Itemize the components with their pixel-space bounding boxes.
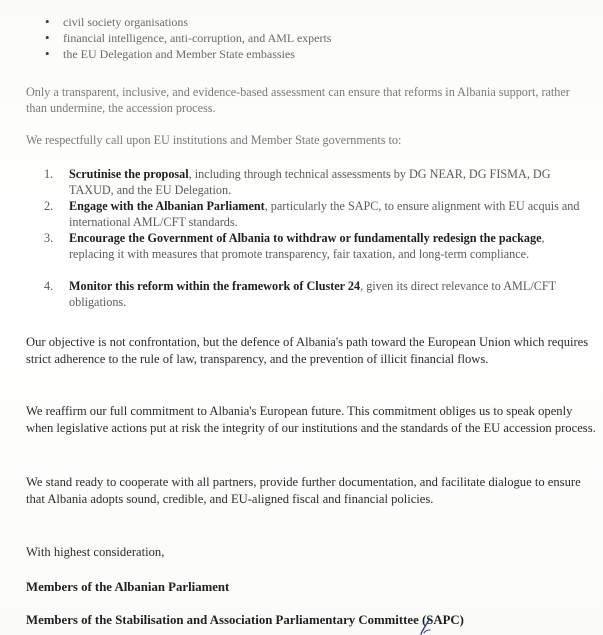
request-rest: , including through technical assessments by DG NEAR, DG FISMA, DG TAXUD, and the EU Delegation.: [69, 167, 551, 197]
bullet-icon: •: [45, 30, 50, 45]
requests-list: [44, 166, 584, 310]
signature-mark-icon: [418, 618, 432, 635]
request-item: [44, 230, 584, 278]
request-number: 3.: [44, 231, 54, 245]
request-bold: Monitor this reform within the framework of Cluster 24: [69, 279, 361, 293]
bullet-text: civil society organisations: [63, 15, 189, 29]
bullet-text: the EU Delegation and Member State embassies: [63, 47, 295, 61]
request-bold: Engage with the Albanian Parliament: [69, 199, 265, 213]
recipient-bullet-list: [45, 14, 331, 62]
signatory-parliament: Members of the Albanian Parliament: [26, 580, 230, 594]
bullet-icon: •: [45, 46, 50, 61]
request-item: [44, 166, 584, 198]
request-rest: , particularly the SAPC, to ensure alignment with EU acquis and international AML/CFT standards.: [69, 199, 580, 229]
request-number: 4.: [44, 279, 54, 293]
request-item: [44, 278, 584, 310]
bullet-item: [45, 30, 331, 46]
transparency-paragraph: Only a transparent, inclusive, and evidence-based assessment can ensure that reforms in Albania support, rather than undermine, the accession process.: [26, 85, 570, 115]
call-upon-paragraph: We respectfully call upon EU institutions and Member State governments to:: [26, 133, 402, 147]
bullet-text: financial intelligence, anti-corruption, and AML experts: [63, 31, 332, 45]
bullet-item: [45, 46, 331, 62]
cooperate-paragraph: We stand ready to cooperate with all partners, provide further documentation, and facilitate dialogue to ensure that Albania adopts sound, credible, and EU-aligned fiscal and financial policies.: [26, 475, 581, 506]
request-bold: Scrutinise the proposal: [69, 167, 189, 181]
signatory-sapc: Members of the Stabilisation and Association Parliamentary Committee (SAPC): [26, 613, 464, 627]
reaffirm-paragraph: We reaffirm our full commitment to Albania's European future. This commitment obliges us to speak openly when legislative actions put at risk the integrity of our institutions and the standards of the EU accession process.: [26, 404, 596, 435]
closing-salutation: With highest consideration,: [26, 545, 165, 559]
bullet-icon: •: [45, 14, 50, 29]
request-number: 1.: [44, 167, 54, 181]
objective-paragraph: Our objective is not confrontation, but the defence of Albania's path toward the European Union which requires strict adherence to the rule of law, transparency, and the prevention of illicit financial flows.: [26, 335, 589, 366]
bullet-item: [45, 14, 331, 30]
request-number: 2.: [44, 199, 54, 213]
request-rest: , given its direct relevance to AML/CFT obligations.: [69, 279, 556, 309]
request-bold: Encourage the Government of Albania to withdraw or fundamentally redesign the package: [69, 231, 542, 245]
request-rest: , replacing it with measures that promote transparency, fair taxation, and long-term compliance.: [69, 231, 545, 261]
request-item: [44, 198, 584, 230]
